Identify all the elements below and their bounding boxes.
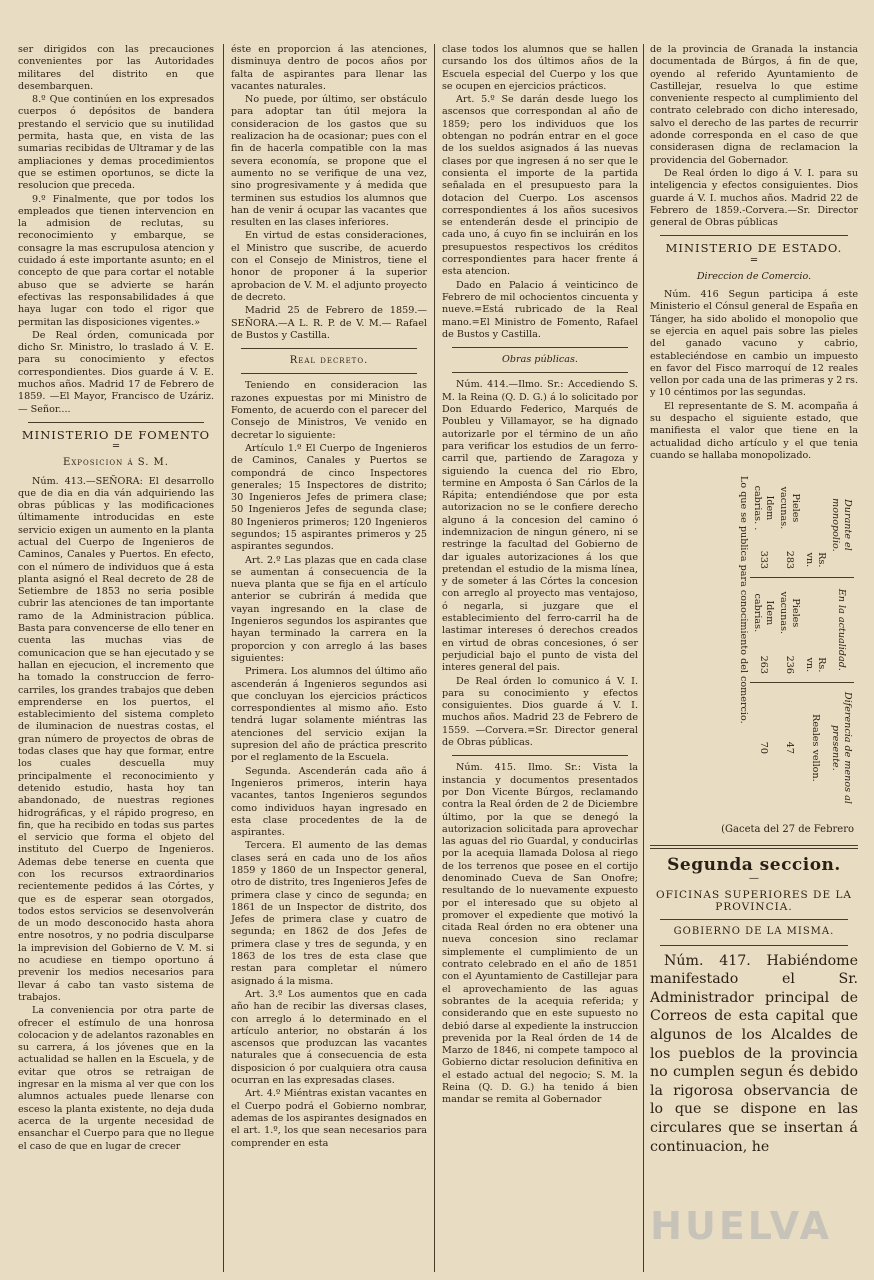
- newspaper-page: [18, 44, 862, 1272]
- paragraph: Núm. 415. Ilmo. Sr.: Vista la instancia y documentos presentados por Don Vicente Búrgos, reclamando contra la Real órden de 2 de Diciembre último, por la que se denegó la autorizacion solicitada para aprovechar las aguas del rio Guardal, y conducirlas por la acequia llamada Dolosa al riego de los terrenos que posee en el cortijo denominado Cueva de San Onofre; resultando de lo nuevamente expuesto por el interesado que su objeto al promover el expediente que motivó la citada Real órden no era obtener una nueva concesion sino reclamar simplemente el cumplimiento de un contrato celebrado en el año de 1851 con el Ayuntamiento de Castillejar para el aprovechamiento de las aguas sobrantes de la acequia referida; y considerando que en este supuesto no debió darse al expediente la instruccion prevenida por la Real órden de 14 de Marzo de 1846, ni compete tampoco al Gobierno dictar resolucion definitiva en el estado actual del negocio; S. M. la Reina (Q. D. G.) ha tenido á bien mandar se remita al Gobernador: [442, 762, 638, 1106]
- paragraph: 8.º Que continúen en los expresados cuerpos ó depósitos de bandera prestando el servicio que su inutilidad permita, hasta que, en vista de las sumarias recibidas de Ultramar y de las ampliaciones y demas procedimientos que se estimen oportunos, se dicte la resolucion que preceda.: [18, 94, 214, 192]
- table-cell: 283: [784, 550, 795, 570]
- paragraph: Núm. 416 Segun participa á este Ministerio el Cónsul general de España en Tánger, ha sido abolido el monopolio que se ejercia en aquel pais sobre las pieles del ganado vacuno y cabrio, estableciéndose en cambio un impuesto en favor del Fisco marroquí de 12 reales vellon por cada una de las primeras y 2 rs. y 10 céntimos por las segundas.: [650, 289, 858, 399]
- paragraph: Dado en Palacio á veinticinco de Febrero de mil ochocientos cincuenta y nueve.=Está rubricado de la Real mano.=El Ministro de Fomento, Rafael de Bustos y Castilla.: [442, 279, 638, 340]
- divider: [241, 373, 417, 374]
- divider: [660, 235, 848, 236]
- paragraph: Segunda. Ascenderán cada año á Ingenieros primeros, interin haya vacantes, tantos Ingenieros segundos como individuos hayan ingresado en esta clase procedentes de la de aspirantes.: [231, 765, 427, 839]
- divider: [452, 372, 628, 373]
- paragraph: En virtud de estas consideraciones, el Ministro que suscribe, de acuerdo con el Consejo de Ministros, tiene el honor de proponer á la superior aprobacion de V. M. el adjunto proyecto de decreto.: [231, 230, 427, 303]
- paragraph: éste en proporcion á las atenciones, disminuya dentro de pocos años por falta de aspirantes para llenar las vacantes naturales.: [231, 44, 427, 92]
- table-header-diferencia: Diferencia de menos al presente.: [828, 683, 854, 814]
- table-unit-vellon: Reales vellon.: [802, 683, 828, 814]
- section-heading-estado: MINISTERIO DE ESTADO.: [665, 241, 843, 256]
- paragraph: De Real órden lo digo á V. I. para su inteligencia y efectos consiguientes. Dios guarde á V. I. muchos años. Madrid 22 de Febrero de 1859.-Corvera.—Sr. Director general de Obras públicas: [650, 167, 858, 229]
- price-table: [736, 473, 854, 813]
- table-cell: 263: [758, 655, 769, 675]
- table-cell: Idem cabrias. .: [752, 485, 775, 531]
- subheading-exposicion: Exposicion á S. M.: [63, 457, 169, 469]
- paragraph-large: Núm. 417. Habiéndome manifestado el Sr. Administrador principal de Correos de esta capital que algunos de los Alcaldes de los pueblos de la provincia no cumplen segun és debido la rigorosa observancia de lo que se dispone en las circulares que se insertan á continuacion, he: [650, 952, 858, 1155]
- table-cell: 47: [776, 683, 802, 814]
- paragraph: No puede, por último, ser obstáculo para adoptar tan útil mejora la consideracion de los gastos que su realizacion ha de ocasionar; pues con el fin de hacerla compatible con la mas severa economía, se propone que el aumento no se verifique de una vez, sino progresivamente y á medida que terminen sus estudios los alumnos que han de venir á ocupar las vacantes que resulten en las clases inferiores.: [231, 94, 427, 229]
- paragraph: ser dirigidos con las precauciones convenientes por las Autoridades militares del distrito en que desembarquen.: [18, 44, 214, 92]
- heading-oficinas: OFICINAS SUPERIORES DE LA PROVINCIA.: [655, 888, 853, 914]
- table-cell: 333: [758, 550, 769, 570]
- divider: [660, 945, 848, 946]
- subheading-obras-publicas: Obras públicas.: [502, 354, 578, 366]
- subheading-real-decreto: Real decreto.: [289, 355, 369, 367]
- double-dash: ═: [750, 254, 758, 266]
- table-cell: Pieles vacunas.: [776, 578, 802, 648]
- column-divider: [643, 44, 644, 1272]
- paragraph: Teniendo en consideracion las razones expuestas por mi Ministro de Fomento, de acuerdo con el parecer del Consejo de Ministros, Ve venido en decretar lo siguiente:: [231, 380, 427, 441]
- paragraph: De Real órden, comunicada por dicho Sr. Ministro, lo traslado á V. E. para su conocimiento y efectos correspondientes. Dios guarde á V. E. muchos años. Madrid 17 de Febrero de 1859. —El Mayor, Francisco de Uzáriz. — Señor....: [18, 329, 214, 415]
- double-dash: ═: [112, 441, 120, 453]
- table-cell: Pieles vacunas.: [778, 486, 801, 530]
- paragraph: 9.º Finalmente, que por todos los empleados que tienen intervencion en la admision de reclutas, su reconocimiento y embarque, se consagre la mas escrupulosa atencion y cuidado á este importante asunto; en el concepto de que para cortar el notable abuso que se advierte se harán efectivas las responsabilidades á que haya lugar con todo el rigor que permitan las disposiciones vigentes.»: [18, 193, 214, 328]
- table-footer: Lo que se publica para conocimiento del comercio.: [738, 476, 749, 724]
- table-cell: 236: [784, 655, 795, 675]
- column-2: [231, 44, 427, 1151]
- divider: [241, 348, 417, 349]
- paragraph: Primera. Los alumnos del último año ascenderán á Ingenieros segundos asi que concluyan los ejercicios prácticos correspondientes al mismo año. Esto tendrá lugar solamente miéntras las atenciones del servicio exijan la supresion del año de práctica prescrito por el reglamento de la Escuela.: [231, 666, 427, 764]
- paragraph: De Real órden lo comunico á V. I. para su conocimiento y efectos consiguientes. Dios guarde á V. I. muchos años. Madrid 23 de Febrero de 1559. —Corvera.=Sr. Director general de Obras públicas.: [442, 675, 638, 749]
- divider: [452, 347, 628, 348]
- paragraph: clase todos los alumnos que se hallen cursando los dos últimos años de la Escuela especial del Cuerpo y los que se ocupen en ejercicios prácticos.: [442, 44, 638, 92]
- paragraph: Núm. 413.—SEÑORA: El desarrollo que de dia en dia ván adquiriendo las obras públicas y las modificaciones últimamente introducidas en este servicio exigen un aumento en la planta actual del Cuerpo de Ingenieros de Caminos, Canales y Puertos. En efecto, con el número de individuos que á esta planta asignó el Real decreto de 28 de Setiembre de 1853 no seria posible cubrir las atenciones de tan importante ramo de la Administracion pública. Basta para convencerse de ello tener en cuenta las muchas vias de comunicacion que se han ejecutado y se hallan en ejecucion, el incremento que ha tomado la construccion de ferro-carriles, los grandes trabajos que deben emprenderse en los puertos, el establecimiento del sistema completo de iluminacion de nuestras costas, el gran número de proyectos de obras de todas clases que hay que formar, entre los cuales descuella muy principalmente el reconocimiento y detenido estudio, hasta hoy tan abandonado, de nuestras regiones hidrográficas, y el rápido progreso, en fin, que ha recibido en todas sus partes el servicio que forma el objeto del instituto del Cuerpo de Ingenieros. Ademas debe tenerse en cuenta que con los recursos extraordinarios recientemente pedidos á las Córtes, y que es de esperar sean otorgados, todos estos servicios se desenvolverán de un modo desconocido hasta ahora entre nosotros, y no podria disculparse la imprevision del Gobierno de V. M. si no acudiese en tiempo oportuno á prevenir los medios necesarios para llevar á cabo tan vasto sistema de trabajos.: [18, 475, 214, 1003]
- column-divider: [434, 44, 435, 1272]
- paragraph: de la provincia de Granada la instancia documentada de Búrgos, á fin de que, oyendo al referido Ayuntamiento de Castillejar, resuelva lo que estime conveniente respecto al cumplimiento del contrato celebrado con dicho interesado, salvo el derecho de las partes de recurrir adonde corresponda en el caso de que considerasen digna de reclamacion la providencia del Gobernador.: [650, 44, 858, 166]
- divider: [452, 755, 628, 756]
- table-row: [776, 473, 802, 813]
- double-rule: [650, 845, 858, 849]
- paragraph: Art. 2.º Las plazas que en cada clase se aumentan á consecuencia de la nueva planta que se fija en el artículo anterior se cubrirán á medida que vayan ingresando en la clase de Ingenieros segundos los aspirantes que hayan terminado la carrera en la proporcion y con arreglo á las bases siguientes:: [231, 554, 427, 664]
- table-cell: 70: [750, 683, 776, 814]
- paragraph: Art. 3.º Los aumentos que en cada año han de recibir las diversas clases, con arreglo á lo determinado en el artículo anterior, no obstarán á los ascensos que produzcan las vacantes naturales que á consecuencia de esta disposicion ó por cualquiera otra causa ocurran en las expresadas clases.: [231, 988, 427, 1087]
- paragraph: Núm. 414.—Ilmo. Sr.: Accediendo S. M. la Reina (Q. D. G.) á lo solicitado por Don Eduardo Federico, Marqués de Poubleu y Villamayor, se ha dignado autorizarle por el término de un año para verificar los estudios de un ferro-carril que, partiendo de Zaragoza y siguiendo la cuenca del rio Ebro, termine en Amposta ó San Cárlos de la Rápita; entendiéndose que por esta autorizacion no se le confiere derecho alguno á la concesion del camino ó indemnizacion de ningun género, ni se restringe la facultad del Gobierno de dar iguales autorizaciones á los que pretendan el estudio de la misma línea, y de someter á las Córtes la concesion con arreglo al proyecto mas ventajoso, ó negarla, si juzgare que el establecimiento del ferro-carril ha de lastimar intereses ó derechos creados en virtud de obras concesiones, ó ser perjudicial bajo el punto de vista del interes general del pais.: [442, 379, 638, 674]
- gazeta-credit: (Gaceta del 27 de Febrero: [721, 824, 854, 836]
- section-heading-fomento: MINISTERIO DE FOMENTO: [21, 427, 211, 442]
- table-unit: Rs. vn.: [804, 657, 827, 673]
- subheading-direccion: Direccion de Comercio.: [696, 270, 812, 282]
- table-header-actualidad: En la actualidad.: [828, 578, 854, 683]
- divider: [660, 919, 848, 920]
- column-1: [18, 44, 214, 1154]
- section-heading-segunda: Segunda seccion.: [667, 854, 841, 875]
- paragraph: El representante de S. M. acompaña á su despacho el siguiente estado, que manifiesta el valor que tiene en la actualidad dicho artículo y el que tenia cuando se hallaba monopolizado.: [650, 400, 858, 461]
- paragraph: Tercera. El aumento de las demas clases será en cada uno de los años 1859 y 1860 de un Inspector general, otro de distrito, tres Ingenieros Jefes de primera clase y cinco de segunda; en 1861 de un Inspector de distrito, dos Jefes de primera clase y cuatro de segunda; en 1862 de dos Jefes de primera clase y tres de segunda, y en 1863 de los tres de esta clase que restan para completar el número asignado á la misma.: [231, 840, 427, 987]
- paragraph: La conveniencia por otra parte de ofrecer el estímulo de una honrosa colocacion y de adelantos razonables en su carrera, á los jóvenes que en la actualidad se hallen en la Escuela, y de evitar que otros se retraigan de ingresar en la misma al ver que con los alumnos actuales puede llenarse con esceso la planta existente, no deja duda acerca de la urgente necesidad de ensanchar el Cuerpo para que no llegue el caso de que en lugar de crecer: [18, 1005, 214, 1152]
- paragraph: Art. 4.º Miéntras existan vacantes en el Cuerpo podrá el Gobierno nombrar, ademas de los aspirantes designados en el art. 1.º, los que sean necesarios para comprender en esta: [231, 1088, 427, 1149]
- watermark-logo: HUELVA: [650, 1204, 832, 1248]
- paragraph: Art. 5.º Se darán desde luego los ascensos que correspondan al año de 1859; pero los individuos que los obtengan no podrán entrar en el goce de los sueldos asignados á las nuevas clases por que ingresen á no ser que le consienta el importe de la partida señalada en el presupuesto para la dotacion del Cuerpo. Los ascensos correspondientes á los años sucesivos se entenderán desde el principio de cada uno, á cuyo fin se incluirán en los presupuestos respectivos los créditos correspondientes para hacer frente á esta atencion.: [442, 94, 638, 278]
- column-4: [650, 44, 858, 1157]
- column-divider: [223, 44, 224, 1272]
- table-unit: Rs. vn.: [804, 552, 827, 568]
- paragraph: Madrid 25 de Febrero de 1859.— SEÑORA.—A L. R. P. de V. M.— Rafael de Bustos y Castilla.: [231, 305, 427, 341]
- divider: [28, 422, 204, 423]
- paragraph: Artículo 1.º El Cuerpo de Ingenieros de Caminos, Canales y Puertos se compondrá de cinco Inspectores generales; 15 Inspectores de distrito; 30 Ingenieros Jefes de primera clase; 50 Ingenieros Jefes de segunda clase; 80 Ingenieros primeros; 120 Ingenieros segundos; 15 aspirantes primeros y 25 aspirantes segundos.: [231, 442, 427, 553]
- table-header-monopolio: Durante el monopolio.: [830, 498, 853, 552]
- table-cell: Idem cabrias.: [750, 578, 776, 648]
- rotated-table-wrap: [650, 468, 858, 818]
- rotated-price-table: [654, 473, 854, 813]
- column-3: [442, 44, 638, 1108]
- dash: —: [749, 872, 759, 884]
- table-row: [750, 473, 776, 813]
- heading-gobierno: GOBIERNO DE LA MISMA.: [673, 926, 835, 938]
